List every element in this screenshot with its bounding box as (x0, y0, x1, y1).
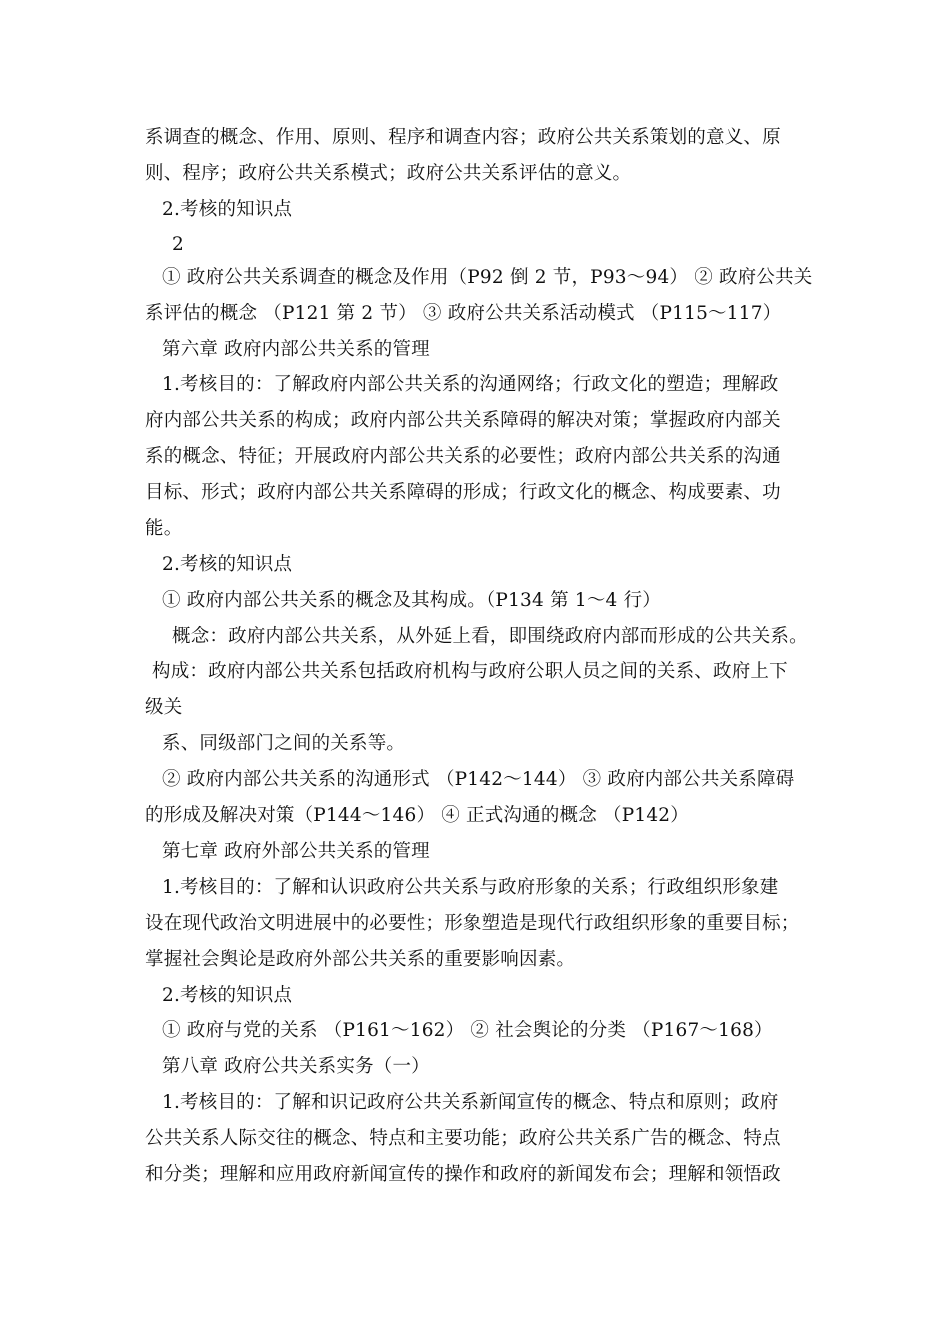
text-line: 和分类；理解和应用政府新闻宣传的操作和政府的新闻发布会；理解和领悟政 (145, 1164, 781, 1185)
text-line: 系评估的概念 （P121 第 2 节） ③ 政府公共关系活动模式 （P115～117） (145, 303, 782, 324)
chapter-heading: 第六章 政府内部公共关系的管理 (162, 339, 430, 360)
text-line: 2 (172, 234, 184, 255)
text-line: 公共关系人际交往的概念、特点和主要功能；政府公共关系广告的概念、特点 (145, 1128, 781, 1149)
text-line: 1.考核目的：了解和识记政府公共关系新闻宣传的概念、特点和原则；政府 (162, 1092, 779, 1113)
section-heading: 2.考核的知识点 (162, 554, 293, 575)
text-line: 能。 (145, 518, 183, 539)
chapter-heading: 第八章 政府公共关系实务（一） (162, 1056, 430, 1077)
text-line: 构成：政府内部公共关系包括政府机构与政府公职人员之间的关系、政府上下 (152, 661, 788, 682)
text-line: 1.考核目的：了解政府内部公共关系的沟通网络；行政文化的塑造；理解政 (162, 374, 779, 395)
text-line: 目标、形式；政府内部公共关系障碍的形成；行政文化的概念、构成要素、功 (145, 482, 781, 503)
text-line: ① 政府内部公共关系的概念及其构成。（P134 第 1～4 行） (162, 590, 661, 611)
chapter-heading: 第七章 政府外部公共关系的管理 (162, 841, 430, 862)
text-line: 系、同级部门之间的关系等。 (162, 733, 406, 754)
text-line: ② 政府内部公共关系的沟通形式 （P142～144） ③ 政府内部公共关系障碍 (162, 769, 795, 790)
text-line: 级关 (145, 697, 183, 718)
text-line: 的形成及解决对策（P144～146） ④ 正式沟通的概念 （P142） (145, 805, 689, 826)
text-line: ① 政府与党的关系 （P161～162） ② 社会舆论的分类 （P167～168） (162, 1020, 773, 1041)
text-line: 系调查的概念、作用、原则、程序和调查内容；政府公共关系策划的意义、原 (145, 127, 781, 148)
text-line: 系的概念、特征；开展政府内部公共关系的必要性；政府内部公共关系的沟通 (145, 446, 781, 467)
section-heading: 2.考核的知识点 (162, 199, 293, 220)
text-line: 1.考核目的：了解和认识政府公共关系与政府形象的关系；行政组织形象建 (162, 877, 779, 898)
text-line: 掌握社会舆论是政府外部公共关系的重要影响因素。 (145, 949, 576, 970)
text-line: 则、程序；政府公共关系模式；政府公共关系评估的意义。 (145, 163, 632, 184)
text-line: 设在现代政治文明进展中的必要性；形象塑造是现代行政组织形象的重要目标； (145, 913, 800, 934)
text-line: ① 政府公共关系调查的概念及作用（P92 倒 2 节，P93～94） ② 政府公共关 (162, 267, 813, 288)
text-line: 概念：政府内部公共关系，从外延上看，即围绕政府内部而形成的公共关系。 (172, 626, 808, 647)
text-line: 府内部公共关系的构成；政府内部公共关系障碍的解决对策；掌握政府内部关 (145, 410, 781, 431)
section-heading: 2.考核的知识点 (162, 985, 293, 1006)
